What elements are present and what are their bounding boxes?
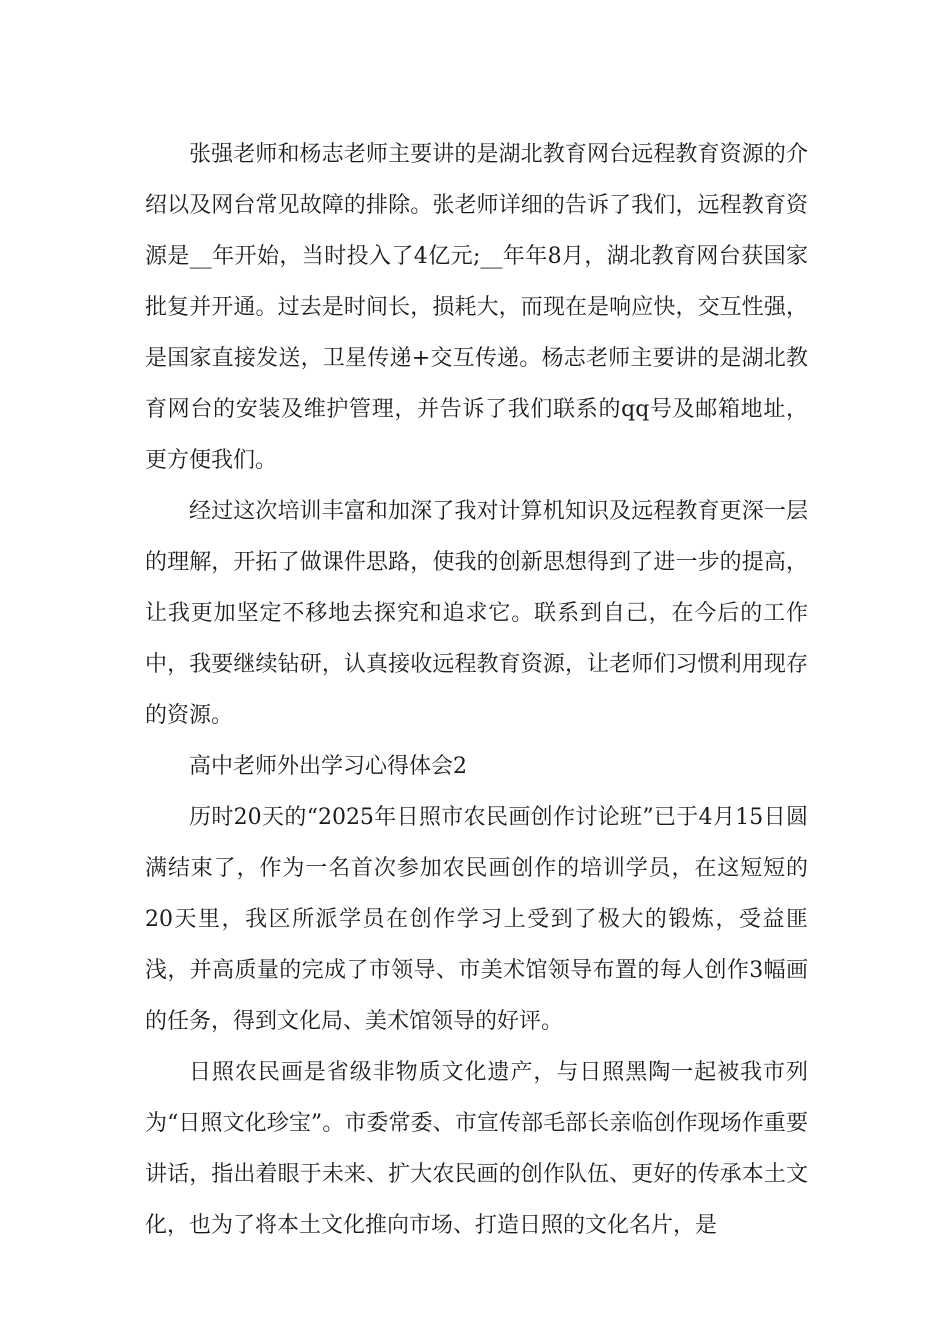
- document-body: [145, 129, 808, 1251]
- paragraph-peasant-painting-course: 历时20天的“2025年日照市农民画创作讨论班”已于4月15日圆满结束了，作为一名首次参加农民画创作的培训学员，在这短短的20天里，我区所派学员在创作学习上受到了极大的锻炼，受益匪浅，并高质量的完成了市领导、市美术馆领导布置的每人创作3幅画的任务，得到文化局、美术馆领导的好评。: [145, 805, 808, 1034]
- section-title: 高中老师外出学习心得体会2: [189, 754, 467, 779]
- paragraph-training-reflection: 经过这次培训丰富和加深了我对计算机知识及远程教育更深一层的理解，开拓了做课件思路，使我的创新思想得到了进一步的提高，让我更加坚定不移地去探究和追求它。联系到自己，在今后的工作中，我要继续钻研，认真接收远程教育资源，让老师们习惯利用现存的资源。: [145, 499, 808, 728]
- paragraph-training-intro: 张强老师和杨志老师主要讲的是湖北教育网台远程教育资源的介绍以及网台常见故障的排除。张老师详细的告诉了我们，远程教育资源是__年开始，当时投入了4亿元;__年年8月，湖北教育网台获国家批复并开通。过去是时间长，损耗大，而现在是响应快，交互性强，是国家直接发送，卫星传递+交互传递。杨志老师主要讲的是湖北教育网台的安装及维护管理，并告诉了我们联系的qq号及邮箱地址，更方便我们。: [145, 142, 808, 473]
- paragraph-rizhao-heritage: 日照农民画是省级非物质文化遗产，与日照黑陶一起被我市列为“日照文化珍宝”。市委常委、市宣传部毛部长亲临创作现场作重要讲话，指出着眼于未来、扩大农民画的创作队伍、更好的传承本土文化，也为了将本土文化推向市场、打造日照的文化名片，是: [145, 1060, 808, 1238]
